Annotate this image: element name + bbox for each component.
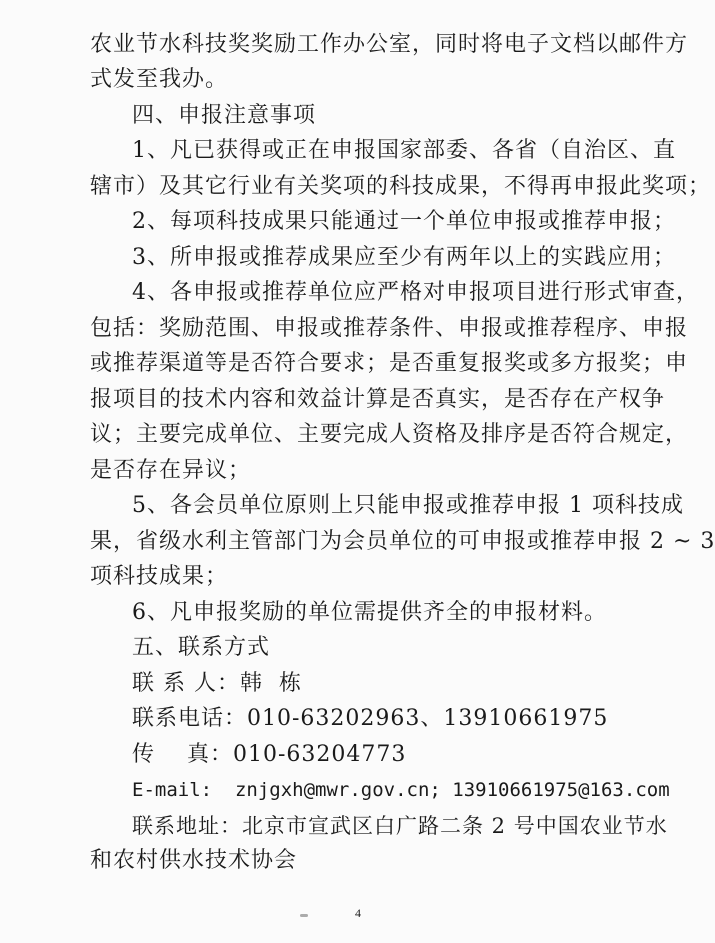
body-line: 项科技成果；	[90, 564, 229, 589]
contact-fax: 传 真：010-63204773	[132, 742, 407, 767]
contact-person: 联 系 人：韩 栋	[132, 671, 302, 696]
scan-speck	[300, 914, 308, 917]
body-line: 是否存在异议；	[90, 458, 252, 483]
list-item: 2、每项科技成果只能通过一个单位申报或推荐申报；	[132, 209, 676, 234]
body-line: 辖市）及其它行业有关奖项的科技成果，不得再申报此奖项；	[90, 174, 712, 199]
list-item: 3、所申报或推荐成果应至少有两年以上的实践应用；	[132, 245, 676, 270]
section-heading: 四、申报注意事项	[132, 103, 317, 128]
list-item: 6、凡申报奖励的单位需提供齐全的申报材料。	[132, 600, 607, 625]
body-line: 农业节水科技奖奖励工作办公室，同时将电子文档以邮件方	[90, 32, 689, 57]
body-line: 议；主要完成单位、主要完成人资格及排序是否符合规定，	[90, 422, 689, 447]
list-item: 4、各申报或推荐单位应严格对申报项目进行形式审查，	[132, 280, 699, 305]
list-item: 5、各会员单位原则上只能申报或推荐申报 1 项科技成	[132, 493, 684, 518]
body-line: 或推荐渠道等是否符合要求；是否重复报奖或多方报奖；申	[90, 351, 689, 376]
body-line: 式发至我办。	[90, 67, 229, 92]
body-line: 报项目的技术内容和效益计算是否真实，是否存在产权争	[90, 387, 666, 412]
section-heading: 五、联系方式	[132, 635, 271, 660]
contact-phone: 联系电话：010-63202963、13910661975	[132, 706, 609, 731]
body-line: 包括：奖励范围、申报或推荐条件、申报或推荐程序、申报	[90, 316, 689, 341]
contact-address: 联系地址：北京市宣武区白广路二条 2 号中国农业节水	[132, 814, 668, 838]
contact-email: E-mail: znjgxh@mwr.gov.cn; 13910661975@163.com	[132, 779, 670, 801]
page-number: 4	[355, 906, 361, 920]
body-line: 果，省级水利主管部门为会员单位的可申报或推荐申报 2 ~ 3	[90, 529, 715, 554]
body-line: 和农村供水技术协会	[90, 848, 298, 873]
list-item: 1、凡已获得或正在申报国家部委、各省（自治区、直	[132, 138, 676, 163]
